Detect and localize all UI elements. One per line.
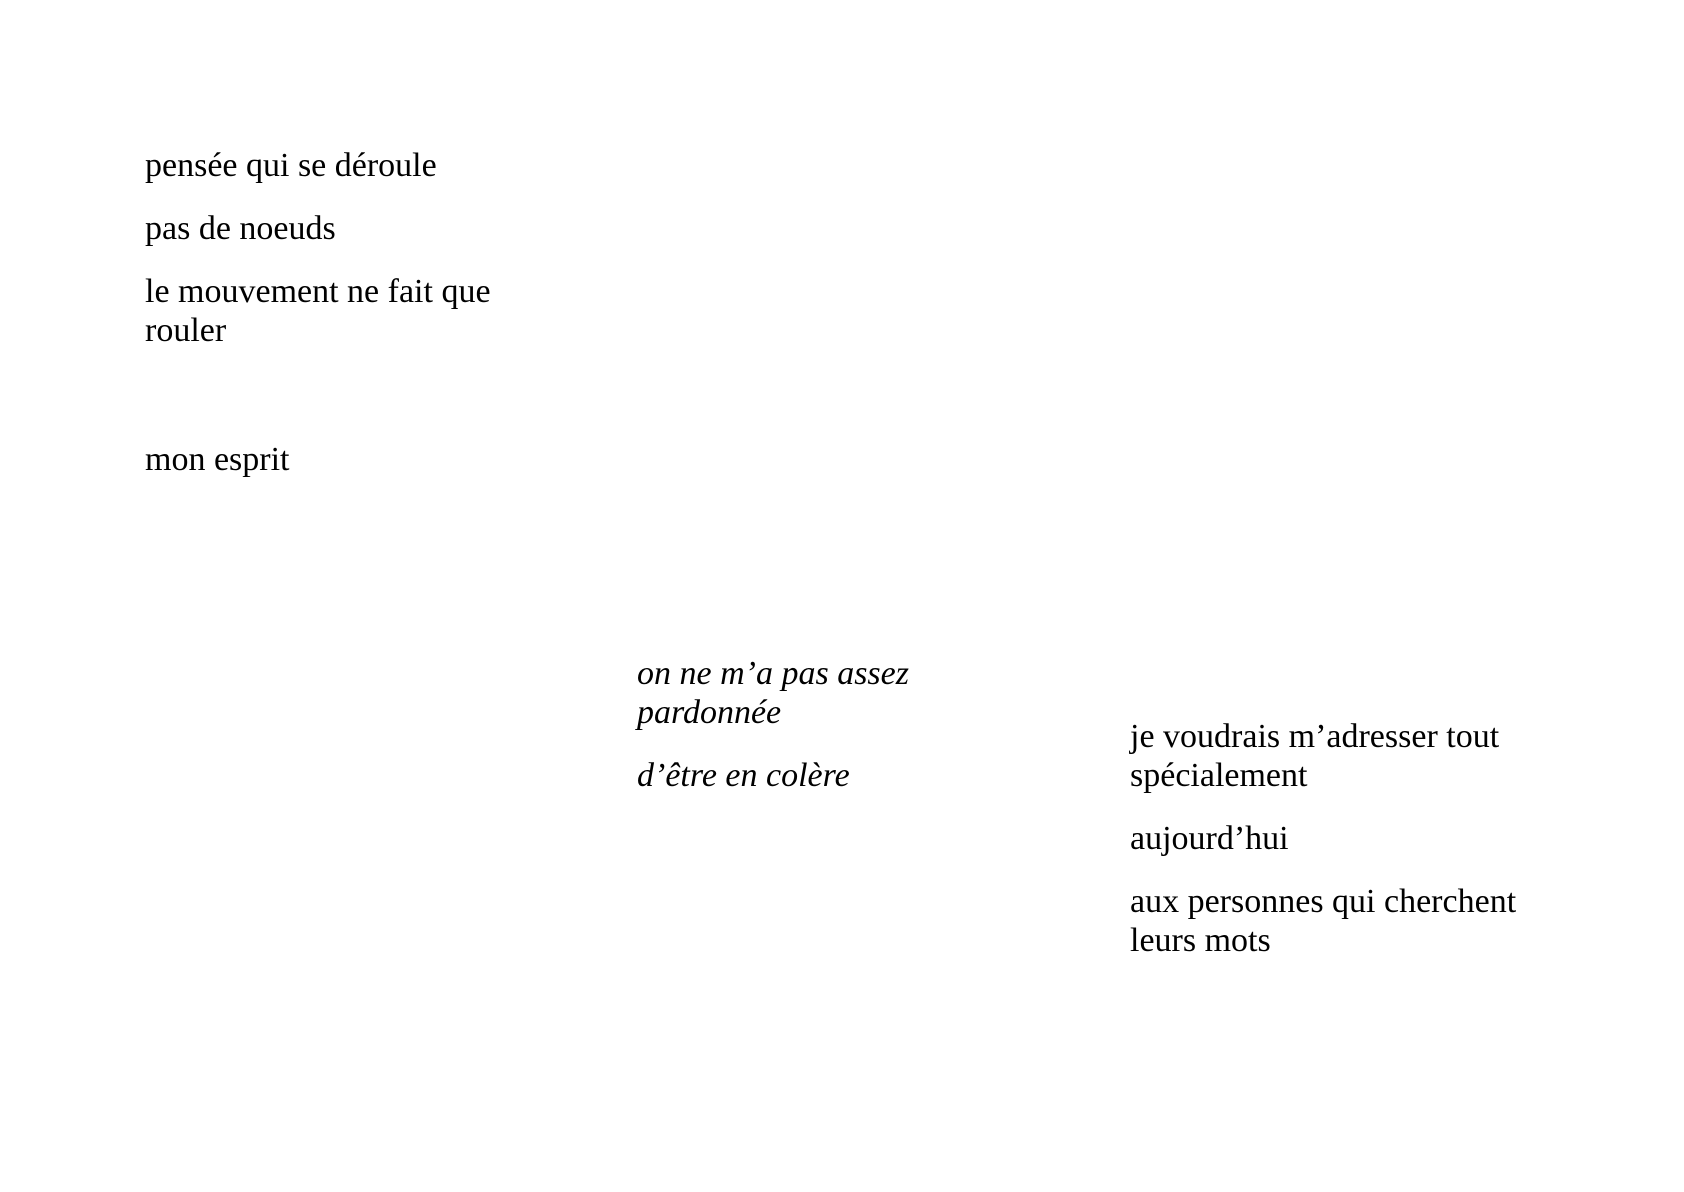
poem-line-continuation: leurs mots — [1130, 922, 1271, 959]
poem-line: on ne m’a pas assez — [637, 655, 909, 692]
poem-line-continuation: pardonnée — [637, 694, 782, 731]
stanza-mind — [145, 440, 289, 479]
stanza-address — [1130, 717, 1516, 960]
stanza-italic-anger — [637, 654, 909, 795]
poem-line: le mouvement ne fait que — [145, 273, 491, 310]
poem-line: d’être en colère — [637, 757, 850, 794]
stanza-thought — [145, 146, 491, 350]
poem-line: aux personnes qui cherchent — [1130, 883, 1517, 920]
poem-line: aujourd’hui — [1130, 820, 1289, 857]
poem-line-continuation: rouler — [145, 312, 227, 349]
poem-line: pas de noeuds — [145, 210, 336, 247]
poem-line: pensée qui se déroule — [145, 147, 437, 184]
poem-line: je voudrais m’adresser tout — [1130, 718, 1500, 755]
poem-line: mon esprit — [145, 441, 290, 478]
poem-line-continuation: spécialement — [1130, 757, 1308, 794]
